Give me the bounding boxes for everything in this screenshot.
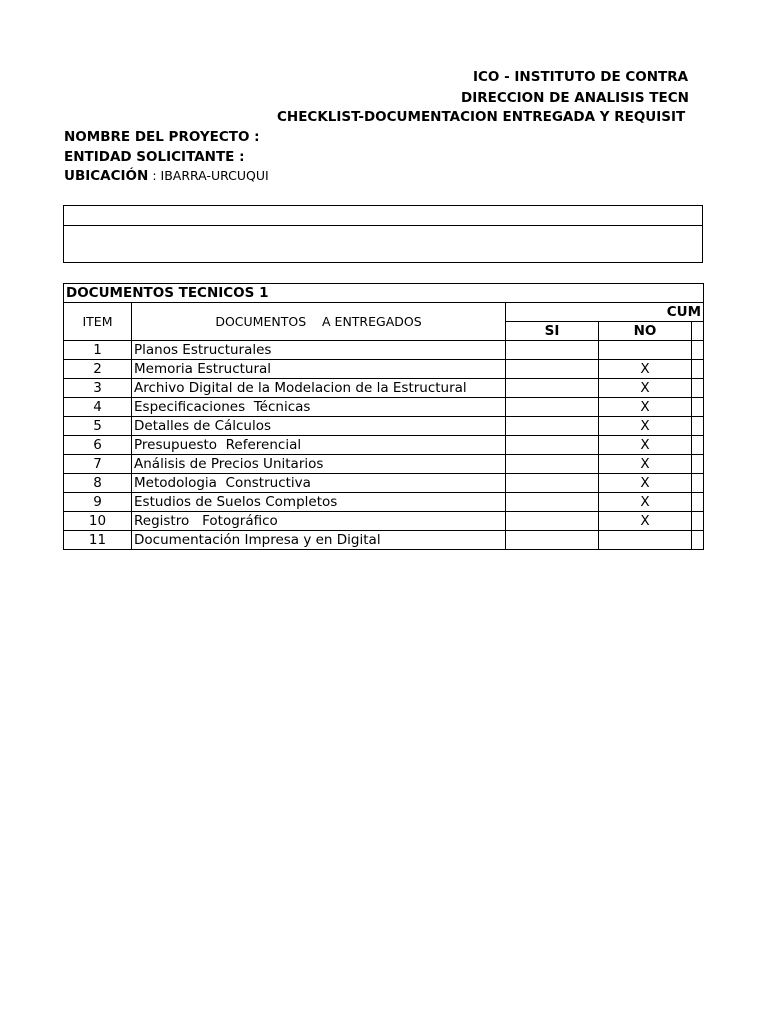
no-column-header: NO — [599, 322, 692, 341]
table-row — [64, 531, 704, 550]
si-column-header: SI — [506, 322, 599, 341]
location-label: UBICACIÓN — [64, 168, 149, 184]
no-mark — [599, 341, 692, 360]
table-row — [64, 379, 704, 398]
table-row — [64, 341, 704, 360]
si-mark — [506, 531, 599, 550]
header-row-top — [64, 303, 704, 322]
section-title-row — [64, 284, 704, 303]
item-number: 9 — [64, 493, 132, 512]
direction-title: DIRECCION DE ANALISIS TECN — [461, 90, 689, 106]
table-row — [64, 474, 704, 493]
extra-cell — [692, 379, 704, 398]
item-number: 10 — [64, 512, 132, 531]
table-row — [64, 417, 704, 436]
institute-title: ICO - INSTITUTO DE CONTRA — [473, 69, 689, 85]
si-mark — [506, 398, 599, 417]
project-name-line — [64, 129, 260, 145]
no-mark: X — [599, 417, 692, 436]
item-number: 7 — [64, 455, 132, 474]
extra-cell — [692, 493, 704, 512]
si-mark — [506, 341, 599, 360]
table-row — [64, 360, 704, 379]
document-name: Planos Estructurales — [132, 341, 506, 360]
no-mark: X — [599, 398, 692, 417]
si-mark — [506, 360, 599, 379]
item-number: 4 — [64, 398, 132, 417]
extra-column-header — [692, 322, 704, 341]
si-mark — [506, 474, 599, 493]
extra-cell — [692, 341, 704, 360]
blank-box-divider — [64, 225, 702, 226]
si-mark — [506, 512, 599, 531]
no-mark: X — [599, 436, 692, 455]
table-row — [64, 493, 704, 512]
requesting-entity-label: ENTIDAD SOLICITANTE : — [64, 149, 245, 165]
document-name: Estudios de Suelos Completos — [132, 493, 506, 512]
extra-cell — [692, 531, 704, 550]
item-number: 2 — [64, 360, 132, 379]
item-column-header: ITEM — [64, 303, 132, 341]
extra-cell — [692, 474, 704, 493]
extra-cell — [692, 417, 704, 436]
section-title: DOCUMENTOS TECNICOS 1 — [64, 284, 704, 303]
location-value: : IBARRA-URCUQUI — [148, 168, 269, 183]
document-name: Metodologia Constructiva — [132, 474, 506, 493]
si-mark — [506, 417, 599, 436]
blank-info-box — [63, 205, 703, 263]
document-name: Memoria Estructural — [132, 360, 506, 379]
no-mark: X — [599, 379, 692, 398]
project-name-label: NOMBRE DEL PROYECTO : — [64, 129, 260, 145]
si-mark — [506, 379, 599, 398]
extra-cell — [692, 436, 704, 455]
extra-cell — [692, 512, 704, 531]
document-name: Registro Fotográfico — [132, 512, 506, 531]
documents-column-header: DOCUMENTOS A ENTREGADOS — [132, 303, 506, 341]
compliance-column-header: CUM — [506, 303, 704, 322]
no-mark: X — [599, 455, 692, 474]
requesting-entity-line — [64, 149, 245, 165]
item-number: 5 — [64, 417, 132, 436]
table-row — [64, 512, 704, 531]
document-name: Documentación Impresa y en Digital — [132, 531, 506, 550]
table-row — [64, 455, 704, 474]
table-row — [64, 398, 704, 417]
documents-table — [63, 283, 704, 550]
document-name: Presupuesto Referencial — [132, 436, 506, 455]
location-line — [64, 168, 269, 184]
extra-cell — [692, 455, 704, 474]
no-mark: X — [599, 493, 692, 512]
item-number: 11 — [64, 531, 132, 550]
no-mark: X — [599, 360, 692, 379]
si-mark — [506, 436, 599, 455]
extra-cell — [692, 360, 704, 379]
document-name: Análisis de Precios Unitarios — [132, 455, 506, 474]
si-mark — [506, 493, 599, 512]
no-mark: X — [599, 512, 692, 531]
no-mark — [599, 531, 692, 550]
no-mark: X — [599, 474, 692, 493]
document-name: Especificaciones Técnicas — [132, 398, 506, 417]
item-number: 1 — [64, 341, 132, 360]
extra-cell — [692, 398, 704, 417]
checklist-title: CHECKLIST-DOCUMENTACION ENTREGADA Y REQUISIT — [277, 109, 686, 125]
si-mark — [506, 455, 599, 474]
table-row — [64, 436, 704, 455]
document-name: Detalles de Cálculos — [132, 417, 506, 436]
document-name: Archivo Digital de la Modelacion de la Estructural — [132, 379, 506, 398]
item-number: 6 — [64, 436, 132, 455]
item-number: 3 — [64, 379, 132, 398]
item-number: 8 — [64, 474, 132, 493]
